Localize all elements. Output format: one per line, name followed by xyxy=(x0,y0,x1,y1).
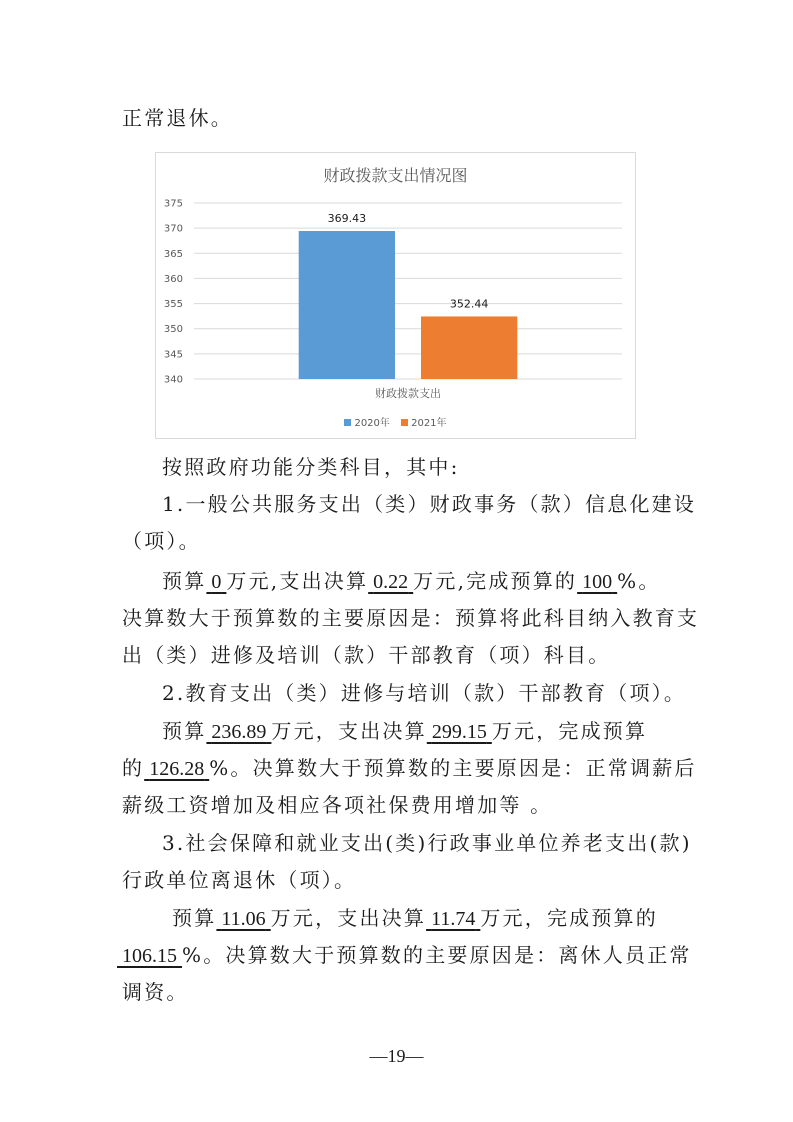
budget-label: 预算 xyxy=(172,906,217,930)
rate-value: 100 xyxy=(582,571,613,593)
unit-text: 万元，完成预算的 xyxy=(480,906,658,930)
unit-text: 万元,完成预算的 xyxy=(413,569,578,593)
x-category-label: 财政拨款支出 xyxy=(375,387,441,400)
y-tick-label: 375 xyxy=(163,198,183,210)
legend-label-2020: 2020年 xyxy=(354,418,390,429)
legend-swatch-2020 xyxy=(344,419,351,426)
de-text: 的 xyxy=(122,756,145,780)
section-1-heading: 1.一般公共服务支出（类）财政事务（款）信息化建设 xyxy=(162,492,697,516)
bar-2020 xyxy=(299,231,395,379)
unit-text: 万元，支出决算 xyxy=(271,719,427,743)
chart-plot xyxy=(156,153,637,440)
section-2-figures xyxy=(162,716,682,747)
section-1-reason-cont: 出（类）进修及培训（款）干部教育（项）科目。 xyxy=(122,643,611,667)
section-1-figures xyxy=(162,566,682,597)
legend-label-2021: 2021年 xyxy=(411,418,447,429)
page-number: —19— xyxy=(369,1046,424,1066)
section-3-reason-cont: 调资。 xyxy=(122,980,189,1004)
section-3-heading: 3.社会保障和就业支出(类)行政事业单位养老支出(款) xyxy=(162,831,692,855)
bar-2021 xyxy=(421,316,517,379)
section-2-heading: 2.教育支出（类）进修与培训（款）干部教育（项）。 xyxy=(162,681,687,705)
budget-value: 11.06 xyxy=(221,908,266,930)
data-label: 352.44 xyxy=(449,297,489,311)
y-tick-label: 345 xyxy=(163,349,183,361)
y-tick-label: 355 xyxy=(163,299,183,311)
y-tick-label: 350 xyxy=(163,324,183,336)
budget-label: 预算 xyxy=(162,719,207,743)
y-tick-label: 365 xyxy=(163,248,183,260)
spend-value: 0.22 xyxy=(373,571,409,593)
spend-value: 11.74 xyxy=(431,908,476,930)
legend-swatch-2021 xyxy=(401,419,408,426)
percent-text: %。 xyxy=(617,569,661,593)
rate-value: 126.28 xyxy=(149,758,205,780)
section-1-heading-cont: （项）。 xyxy=(122,529,201,553)
reason-text: %。决算数大于预算数的主要原因是：离休人员正常 xyxy=(182,943,692,967)
continued-text: 正常退休。 xyxy=(122,106,233,130)
unit-text: 万元，支出决算 xyxy=(270,906,427,930)
unit-text: 万元,支出决算 xyxy=(226,569,369,593)
section-3-rate-line xyxy=(122,940,692,971)
legend-item-2020 xyxy=(344,418,389,429)
section-1-reason: 决算数大于预算数的主要原因是：预算将此科目纳入教育支 xyxy=(122,606,700,630)
budget-value: 0 xyxy=(211,571,222,593)
spend-value: 299.15 xyxy=(431,721,487,743)
section-2-rate-line xyxy=(122,753,697,784)
unit-text: 万元，完成预算 xyxy=(491,719,648,743)
legend-item-2021 xyxy=(401,418,446,429)
chart-legend xyxy=(156,414,635,429)
budget-value: 236.89 xyxy=(211,721,267,743)
section-3-heading-cont: 行政单位离退休（项）。 xyxy=(122,868,357,892)
chart-title: 财政拨款支出情况图 xyxy=(323,166,468,185)
section-2-reason-cont: 薪级工资增加及相应各项社保费用增加等 。 xyxy=(122,793,553,817)
rate-value: 106.15 xyxy=(122,945,177,967)
budget-label: 预算 xyxy=(162,569,207,593)
y-tick-label: 370 xyxy=(163,223,183,235)
data-label: 369.43 xyxy=(327,212,367,226)
y-tick-label: 360 xyxy=(163,273,183,285)
y-tick-label: 340 xyxy=(163,374,183,386)
reason-text: %。决算数大于预算数的主要原因是：正常调薪后 xyxy=(209,756,697,780)
intro-text: 按照政府功能分类科目，其中: xyxy=(162,455,460,479)
section-3-figures xyxy=(172,903,682,934)
expenditure-chart xyxy=(155,152,636,439)
